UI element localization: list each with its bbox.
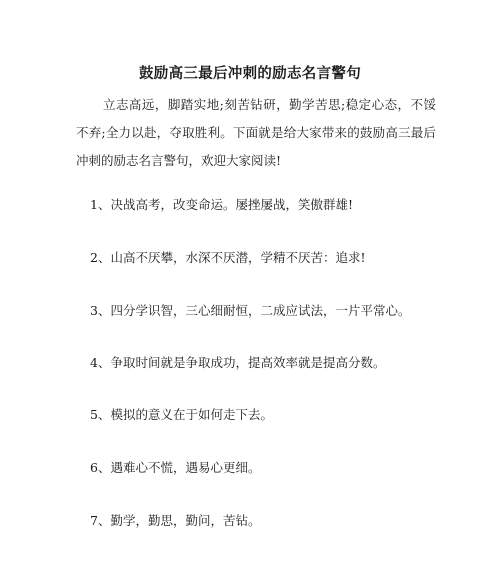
quote-item-7: 7、勤学，勤思，勤问，苦钻。 — [90, 513, 261, 528]
quote-item-2: 2、山高不厌攀，水深不厌潜，学精不厌苦：追求! — [90, 250, 366, 265]
quote-item-1: 1、决战高考，改变命运。屡挫屡战，笑傲群雄! — [90, 197, 353, 212]
quote-item-4: 4、争取时间就是争取成功，提高效率就是提高分数。 — [90, 355, 386, 370]
quote-item-3: 3、四分学识智，三心细耐恒，二成应试法，一片平常心。 — [90, 303, 411, 318]
intro-paragraph: 立志高远，脚踏实地;刻苦钻研，勤学苦思;稳定心态，不馁不弃;全力以赴，夺取胜利。下面就是给大家带来的鼓励高三最后冲刺的励志名言警句，欢迎大家阅读! — [76, 97, 436, 168]
document-title: 鼓励高三最后冲刺的励志名言警句 — [139, 65, 361, 82]
quote-item-5: 5、模拟的意义在于如何走下去。 — [90, 407, 273, 422]
quote-item-6: 6、遇难心不慌，遇易心更细。 — [90, 460, 261, 475]
